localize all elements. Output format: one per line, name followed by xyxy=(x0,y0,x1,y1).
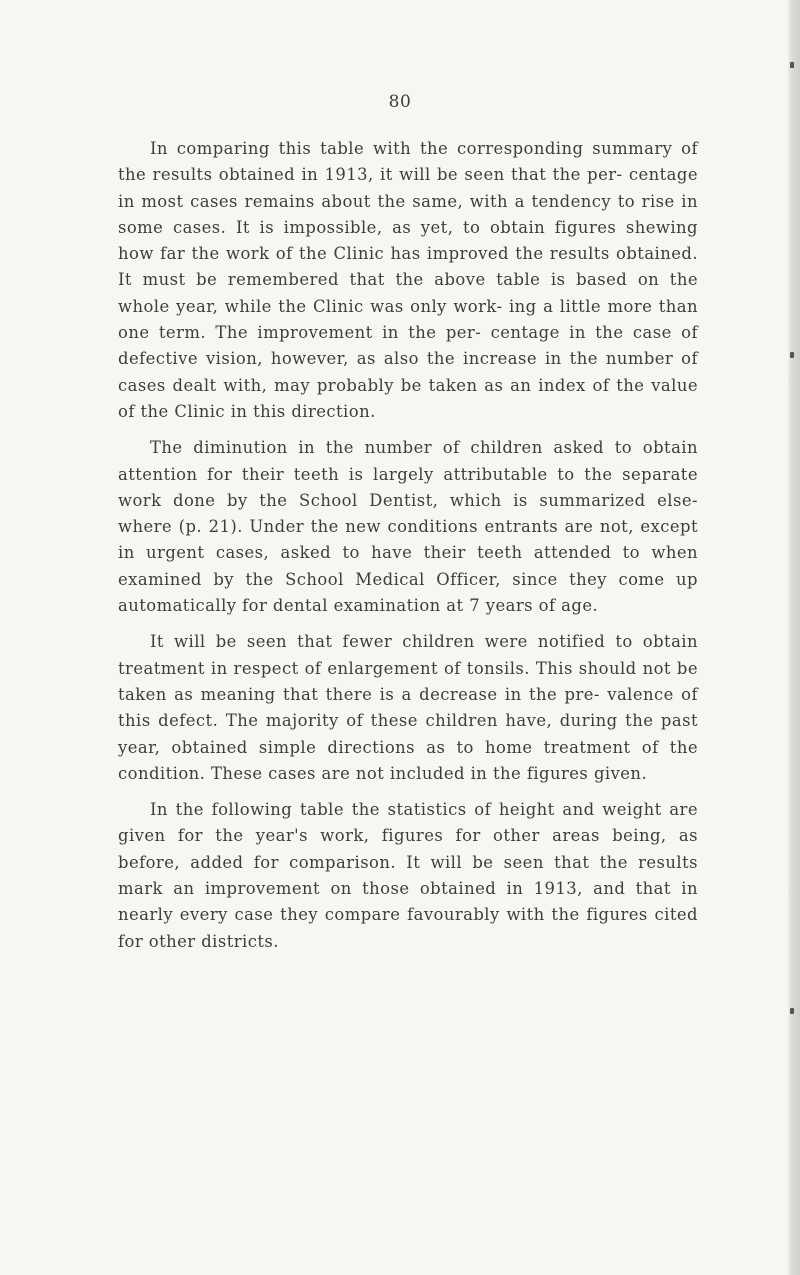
paragraph: In the following table the statistics of height and weight are given for the year's work, figures for other areas being, as before, added for comparison. It will be seen that the results mark an improvement on those obtained in 1913, and that in nearly every case they compare favourably with the figures cited for other districts. xyxy=(118,800,698,951)
page-edge xyxy=(788,0,800,1275)
paragraph: It will be seen that fewer children were notified to obtain treatment in respect of enlargement of tonsils. This should not be taken as meaning that there is a decrease in the pre- valence of this defect. The majority of these children have, during the past year, obtained simple directions as to home treatment of the condition. These cases are not included in the figures given. xyxy=(118,632,698,783)
page-number: 80 xyxy=(388,92,412,112)
paragraph: In comparing this table with the corresponding summary of the results obtained in 1913, it will be seen that the per- centage in most cases remains about the same, with a tendency to rise in some cases. It is impossible, as yet, to obtain figures shewing how far the work of the Clinic has improved the results obtained. It must be remembered that the above table is based on the whole year, while the Clinic was only work- ing a little more than one term. The improvement in the per- centage in the case of defective vision, however, as also the increase in the number of cases dealt with, may probably be taken as an index of the value of the Clinic in this direction. xyxy=(118,139,698,421)
edge-mark xyxy=(790,62,794,68)
body-text xyxy=(118,136,698,965)
edge-mark xyxy=(790,352,794,358)
edge-mark xyxy=(790,1008,794,1014)
paragraph: The diminution in the number of children asked to obtain attention for their teeth is largely attributable to the separate work done by the School Dentist, which is summarized else- where (p. 21). Under the new conditions entrants are not, except in urgent cases, asked to have their teeth attended to when examined by the School Medical Officer, since they come up automatically for dental examination at 7 years of age. xyxy=(118,438,698,616)
